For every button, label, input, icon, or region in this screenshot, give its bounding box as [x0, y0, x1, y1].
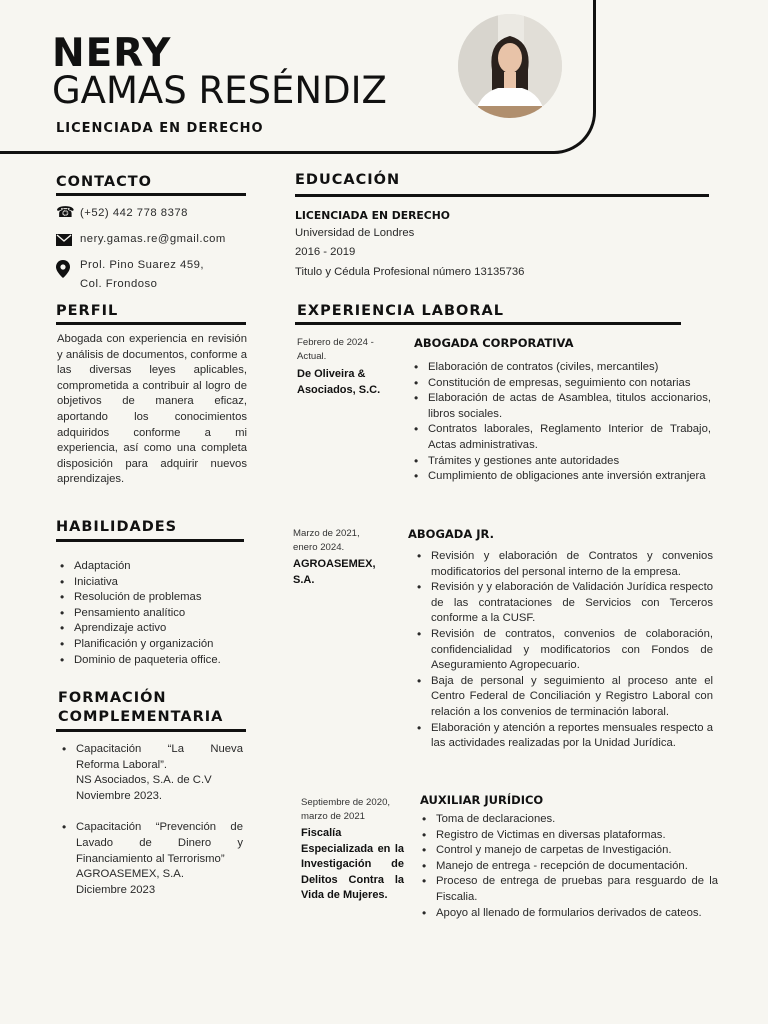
training-heading-line2: COMPLEMENTARIA — [58, 709, 224, 725]
list-item: • Elaboración y atención a reportes mensuales respecto a las actividades realizadas por la Unidad Jurídica. — [413, 721, 713, 752]
list-item: • Aprendizaje activo — [56, 621, 256, 637]
profile-photo — [458, 14, 562, 118]
list-item: • Proceso de entrega de pruebas para resguardo de la Fiscalia. — [418, 874, 718, 905]
contact-heading: CONTACTO — [56, 174, 152, 190]
profile-rule — [56, 322, 246, 325]
skills-heading: HABILIDADES — [56, 519, 178, 535]
job-dates: Septiembre de 2020, marzo de 2021 — [301, 797, 391, 822]
email-icon — [56, 233, 72, 245]
list-item: • Constitución de empresas, seguimiento con notarias — [410, 376, 711, 392]
list-item: • Registro de Victimas en diversas plataformas. — [418, 828, 718, 844]
job-bullets — [418, 812, 718, 921]
contact-rule — [56, 193, 246, 196]
list-item: • Resolución de problemas — [56, 590, 256, 606]
profile-heading: PERFIL — [56, 303, 119, 319]
skills-list — [56, 559, 256, 668]
training-org: AGROASEMEX, S.A. — [76, 868, 184, 881]
list-item: • Adaptación — [56, 559, 256, 575]
headline-title: LICENCIADA EN DERECHO — [56, 121, 264, 136]
list-item: • Apoyo al llenado de formularios derivados de cateos. — [418, 906, 718, 922]
list-item: • Elaboración de actas de Asamblea, titulos accionarios, libros sociales. — [410, 391, 711, 422]
list-item — [58, 820, 243, 898]
job-dates: Marzo de 2021, enero 2024. — [293, 528, 360, 553]
training-org: NS Asociados, S.A. de C.V — [76, 774, 212, 787]
list-item: • Toma de declaraciones. — [418, 812, 718, 828]
list-item: • Control y manejo de carpetas de Investigación. — [418, 843, 718, 859]
list-item: • Cumplimiento de obligaciones ante inversión extranjera — [410, 469, 711, 485]
contact-address-line2: Col. Frondoso — [80, 278, 158, 290]
first-name: NERY — [52, 31, 172, 76]
education-rule — [295, 194, 709, 197]
experience-heading: EXPERIENCIA LABORAL — [297, 303, 504, 319]
list-item: • Planificación y organización — [56, 637, 256, 653]
training-title: • Capacitación “La Nueva Reforma Laboral”. — [76, 743, 243, 771]
skills-rule — [56, 539, 244, 542]
education-note: Titulo y Cédula Profesional número 13135736 — [295, 266, 525, 278]
list-item: • Revisión y elaboración de Contratos y convenios modificatorios del personal interno de la empresa. — [413, 549, 713, 580]
education-school: Universidad de Londres — [295, 227, 415, 239]
list-item: • Pensamiento analítico — [56, 606, 256, 622]
list-item: • Iniciativa — [56, 575, 256, 591]
training-date: Diciembre 2023 — [76, 883, 156, 896]
job-company: AGROASEMEX, S.A. — [293, 558, 376, 586]
list-item: • Dominio de paqueteria office. — [56, 653, 256, 669]
training-heading-line1: FORMACIÓN — [58, 690, 167, 706]
experience-rule — [295, 322, 681, 325]
training-rule — [56, 729, 246, 732]
contact-email[interactable]: nery.gamas.re@gmail.com — [80, 233, 226, 245]
education-degree: LICENCIADA EN DERECHO — [295, 209, 450, 222]
list-item: • Revisión y y elaboración de Validación Jurídica respecto de las contrataciones de Servicios con Terceros conforme a la CUSF. — [413, 580, 713, 627]
job-bullets — [413, 549, 713, 752]
location-pin-icon — [56, 260, 70, 278]
training-list — [58, 742, 243, 898]
job-company: Fiscalía Especializada en la Investigación de Delitos Contra la Vida de Mujeres. — [301, 827, 404, 901]
profile-text: Abogada con experiencia en revisión y análisis de documentos, conforme a las diversas leyes aplicables, comprometida a contribuir al logro de objetivos de manera eficaz, aportando los conocimientos adquiridos conforme a mi experiencia, así como una completa disposición para adquirir nuevos aprendizajes. — [57, 333, 247, 486]
list-item: • Trámites y gestiones ante autoridades — [410, 454, 711, 470]
list-item: • Manejo de entrega - recepción de documentación. — [418, 859, 718, 875]
job-title: ABOGADA JR. — [408, 527, 494, 541]
job-dates: Febrero de 2024 - Actual. — [297, 337, 374, 362]
education-heading: EDUCACIÓN — [295, 172, 401, 188]
list-item: • Baja de personal y seguimiento al proceso ante el Centro Federal de Conciliación y Registro Laboral con relación a los convenios de terminación laboral. — [413, 674, 713, 721]
list-item: • Revisión de contratos, convenios de colaboración, confidencialidad y modificatorios con Fondos de Aseguramiento Agropecuario. — [413, 627, 713, 674]
list-item — [58, 742, 243, 804]
job-bullets — [410, 360, 711, 485]
contact-address-line1: Prol. Pino Suarez 459, — [80, 259, 205, 271]
job-company: De Oliveira & Asociados, S.C. — [297, 368, 381, 396]
last-name: GAMAS RESÉNDIZ — [52, 69, 387, 112]
job-title: ABOGADA CORPORATIVA — [414, 336, 574, 350]
phone-icon: ☎ — [56, 204, 75, 221]
list-item: • Contratos laborales, Reglamento Interior de Trabajo, Actas administrativas. — [410, 422, 711, 453]
training-title: • Capacitación “Prevención de Lavado de Dinero y Financiamiento al Terrorismo” — [76, 821, 243, 865]
job-title: AUXILIAR JURÍDICO — [420, 793, 544, 807]
contact-phone: (+52) 442 778 8378 — [80, 207, 188, 219]
list-item: • Elaboración de contratos (civiles, mercantiles) — [410, 360, 711, 376]
training-date: Noviembre 2023. — [76, 789, 163, 802]
education-years: 2016 - 2019 — [295, 246, 356, 258]
